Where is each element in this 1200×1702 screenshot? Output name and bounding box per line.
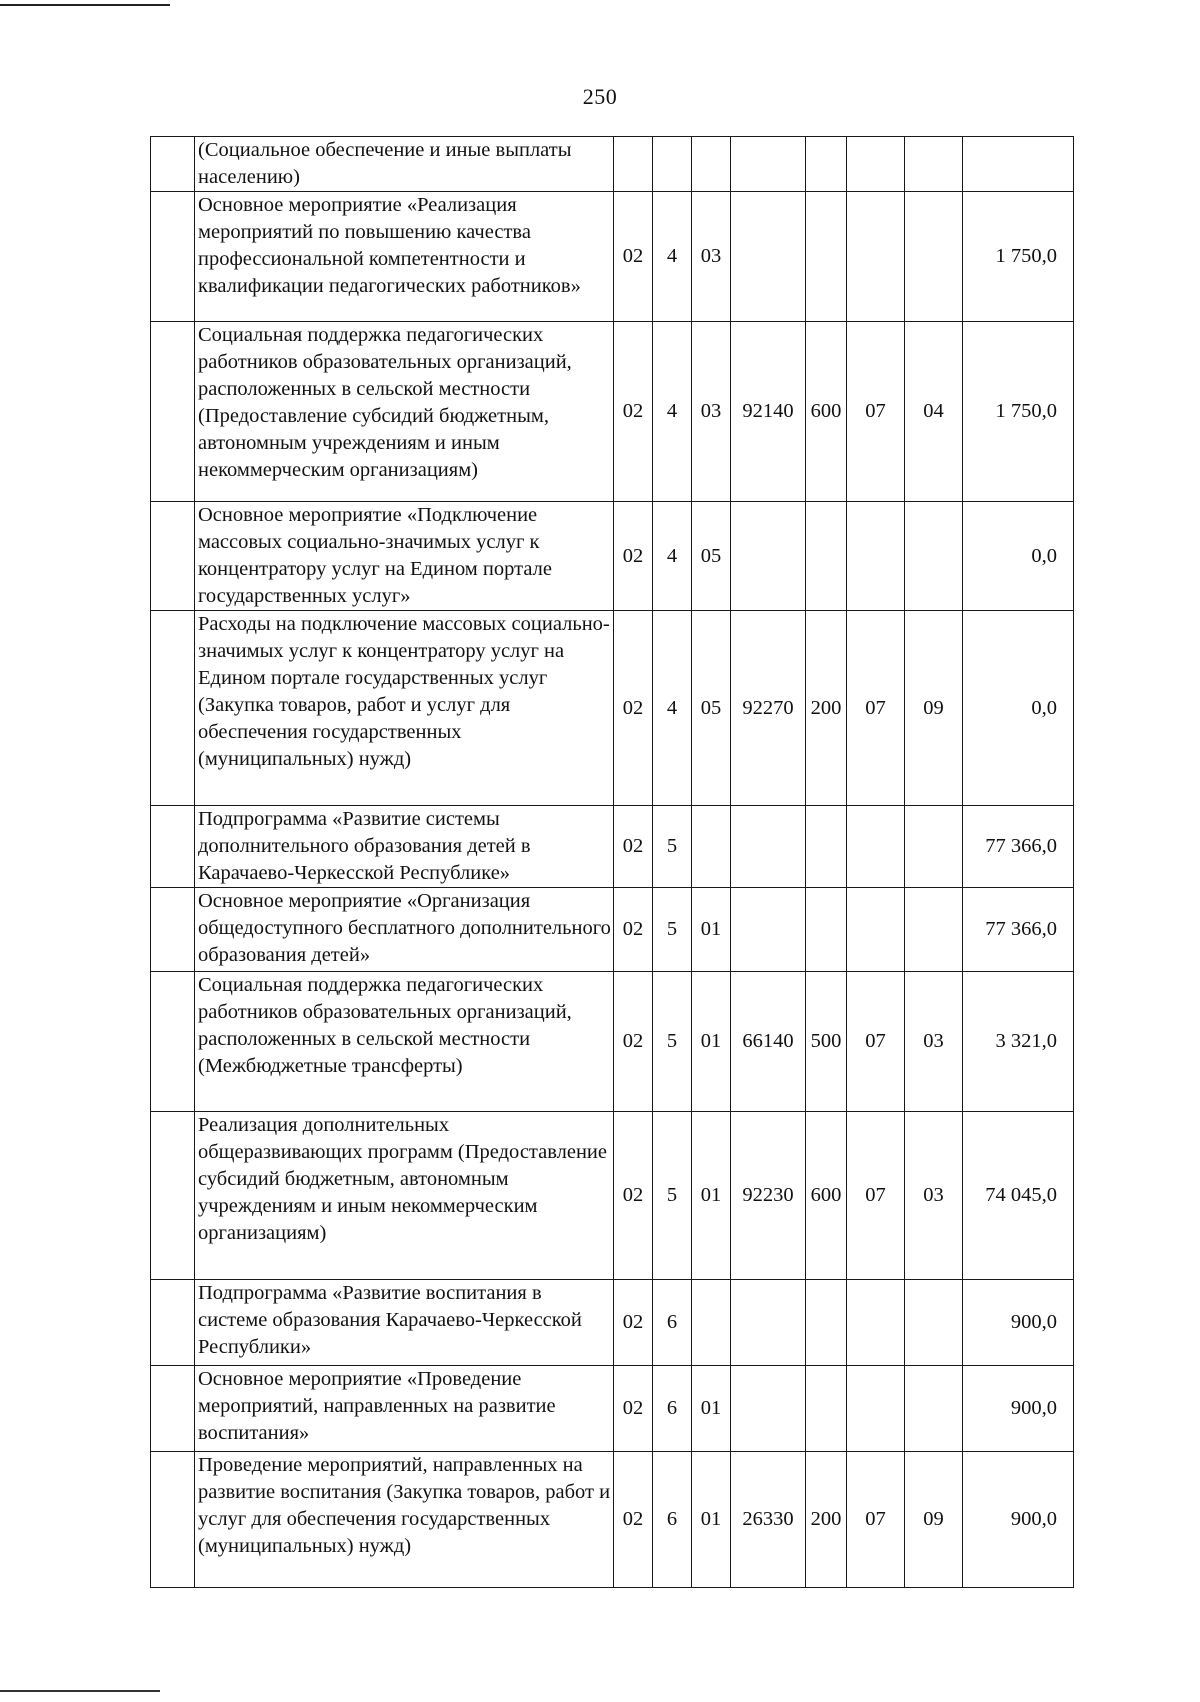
expense-name: Основное мероприятие «Реализация мероприятий по повышению качества профессиональной компетентности и квалификации педагогических работников» <box>195 192 614 322</box>
section-code <box>847 137 905 192</box>
subprogram-code: 6 <box>653 1280 692 1366</box>
amount-value: 0,0 <box>963 611 1074 806</box>
amount-value: 77 366,0 <box>963 888 1074 972</box>
amount-value: 3 321,0 <box>963 972 1074 1112</box>
expense-name: Социальная поддержка педагогических работников образовательных организаций, расположенных в сельской местности (Межбюджетные трансферты) <box>195 972 614 1112</box>
direction-code <box>731 888 806 972</box>
table-row <box>151 1452 1074 1588</box>
table-row <box>151 888 1074 972</box>
direction-code <box>731 137 806 192</box>
section-code: 07 <box>847 972 905 1112</box>
page-number: 250 <box>582 84 618 109</box>
budget-table-body <box>151 137 1074 1588</box>
expense-type-code <box>806 1280 847 1366</box>
blank-cell <box>151 502 195 611</box>
expense-name: Проведение мероприятий, направленных на развитие воспитания (Закупка товаров, работ и услуг для обеспечения государственных (муниципальных) нужд) <box>195 1452 614 1588</box>
section-code <box>847 1366 905 1452</box>
section-code: 07 <box>847 611 905 806</box>
expense-type-code <box>806 888 847 972</box>
blank-cell <box>151 972 195 1112</box>
activity-code: 01 <box>692 888 731 972</box>
program-code: 02 <box>614 806 653 888</box>
direction-code: 26330 <box>731 1452 806 1588</box>
expense-type-code <box>806 806 847 888</box>
table-row <box>151 806 1074 888</box>
expense-type-code: 200 <box>806 611 847 806</box>
subprogram-code: 5 <box>653 888 692 972</box>
subprogram-code: 5 <box>653 806 692 888</box>
program-code: 02 <box>614 1112 653 1280</box>
section-code <box>847 888 905 972</box>
subsection-code: 09 <box>905 611 963 806</box>
subsection-code: 03 <box>905 1112 963 1280</box>
direction-code <box>731 502 806 611</box>
expense-type-code <box>806 192 847 322</box>
expense-type-code: 200 <box>806 1452 847 1588</box>
subsection-code <box>905 1366 963 1452</box>
blank-cell <box>151 888 195 972</box>
program-code: 02 <box>614 502 653 611</box>
blank-cell <box>151 1112 195 1280</box>
subprogram-code: 5 <box>653 1112 692 1280</box>
table-row <box>151 1280 1074 1366</box>
direction-code: 92140 <box>731 322 806 502</box>
program-code <box>614 137 653 192</box>
subprogram-code: 6 <box>653 1366 692 1452</box>
activity-code: 01 <box>692 1452 731 1588</box>
section-code: 07 <box>847 322 905 502</box>
table-row <box>151 137 1074 192</box>
subsection-code: 09 <box>905 1452 963 1588</box>
direction-code <box>731 1366 806 1452</box>
blank-cell <box>151 137 195 192</box>
blank-cell <box>151 1366 195 1452</box>
amount-value <box>963 137 1074 192</box>
section-code <box>847 192 905 322</box>
subsection-code: 04 <box>905 322 963 502</box>
activity-code: 01 <box>692 1366 731 1452</box>
section-code: 07 <box>847 1112 905 1280</box>
program-code: 02 <box>614 322 653 502</box>
expense-type-code: 600 <box>806 322 847 502</box>
subsection-code <box>905 502 963 611</box>
direction-code <box>731 192 806 322</box>
program-code: 02 <box>614 611 653 806</box>
expense-name: Основное мероприятие «Организация общедоступного бесплатного дополнительного образования детей» <box>195 888 614 972</box>
amount-value: 1 750,0 <box>963 192 1074 322</box>
expense-name: Основное мероприятие «Подключение массовых социально-значимых услуг к концентратору услуг на Едином портале государственных услуг» <box>195 502 614 611</box>
subsection-code <box>905 806 963 888</box>
blank-cell <box>151 806 195 888</box>
subsection-code: 03 <box>905 972 963 1112</box>
expense-name: Социальная поддержка педагогических работников образовательных организаций, расположенных в сельской местности (Предоставление субсидий бюджетным, автономным учреждениям и иным некоммерческим организациям) <box>195 322 614 502</box>
section-code <box>847 806 905 888</box>
amount-value: 74 045,0 <box>963 1112 1074 1280</box>
section-code: 07 <box>847 1452 905 1588</box>
table-row <box>151 322 1074 502</box>
activity-code: 01 <box>692 972 731 1112</box>
program-code: 02 <box>614 972 653 1112</box>
amount-value: 900,0 <box>963 1280 1074 1366</box>
scan-edge-line-bottom <box>0 1690 160 1692</box>
expense-type-code: 600 <box>806 1112 847 1280</box>
subsection-code <box>905 137 963 192</box>
expense-type-code <box>806 137 847 192</box>
table-row <box>151 1366 1074 1452</box>
program-code: 02 <box>614 192 653 322</box>
amount-value: 1 750,0 <box>963 322 1074 502</box>
expense-type-code <box>806 1366 847 1452</box>
direction-code <box>731 806 806 888</box>
subsection-code <box>905 888 963 972</box>
amount-value: 0,0 <box>963 502 1074 611</box>
activity-code <box>692 1280 731 1366</box>
subprogram-code: 5 <box>653 972 692 1112</box>
subsection-code <box>905 1280 963 1366</box>
expense-name: (Социальное обеспечение и иные выплаты населению) <box>195 137 614 192</box>
blank-cell <box>151 611 195 806</box>
subprogram-code: 4 <box>653 611 692 806</box>
activity-code <box>692 137 731 192</box>
direction-code <box>731 1280 806 1366</box>
blank-cell <box>151 1452 195 1588</box>
expense-name: Подпрограмма «Развитие системы дополнительного образования детей в Карачаево-Черкесской Республике» <box>195 806 614 888</box>
subprogram-code: 4 <box>653 502 692 611</box>
subprogram-code <box>653 137 692 192</box>
expense-type-code <box>806 502 847 611</box>
activity-code: 03 <box>692 192 731 322</box>
blank-cell <box>151 192 195 322</box>
program-code: 02 <box>614 1366 653 1452</box>
direction-code: 92230 <box>731 1112 806 1280</box>
blank-cell <box>151 322 195 502</box>
expense-name: Подпрограмма «Развитие воспитания в системе образования Карачаево-Черкесской Республики» <box>195 1280 614 1366</box>
direction-code: 66140 <box>731 972 806 1112</box>
subprogram-code: 4 <box>653 322 692 502</box>
subprogram-code: 6 <box>653 1452 692 1588</box>
subprogram-code: 4 <box>653 192 692 322</box>
section-code <box>847 502 905 611</box>
table-row <box>151 611 1074 806</box>
program-code: 02 <box>614 1452 653 1588</box>
program-code: 02 <box>614 888 653 972</box>
section-code <box>847 1280 905 1366</box>
activity-code <box>692 806 731 888</box>
budget-table <box>150 136 1074 1588</box>
expense-name: Реализация дополнительных общеразвивающих программ (Предоставление субсидий бюджетным, автономным учреждениям и иным некоммерческим организациям) <box>195 1112 614 1280</box>
blank-cell <box>151 1280 195 1366</box>
table-row <box>151 1112 1074 1280</box>
scan-edge-line-top <box>0 4 170 6</box>
amount-value: 900,0 <box>963 1366 1074 1452</box>
activity-code: 05 <box>692 611 731 806</box>
table-row <box>151 502 1074 611</box>
program-code: 02 <box>614 1280 653 1366</box>
activity-code: 01 <box>692 1112 731 1280</box>
activity-code: 05 <box>692 502 731 611</box>
expense-name: Расходы на подключение массовых социально-значимых услуг к концентратору услуг на Едином портале государственных услуг (Закупка товаров, работ и услуг для обеспечения государственных (муниципальных) нужд) <box>195 611 614 806</box>
expense-type-code: 500 <box>806 972 847 1112</box>
table-row <box>151 972 1074 1112</box>
amount-value: 900,0 <box>963 1452 1074 1588</box>
table-row <box>151 192 1074 322</box>
subsection-code <box>905 192 963 322</box>
direction-code: 92270 <box>731 611 806 806</box>
expense-name: Основное мероприятие «Проведение мероприятий, направленных на развитие воспитания» <box>195 1366 614 1452</box>
activity-code: 03 <box>692 322 731 502</box>
amount-value: 77 366,0 <box>963 806 1074 888</box>
